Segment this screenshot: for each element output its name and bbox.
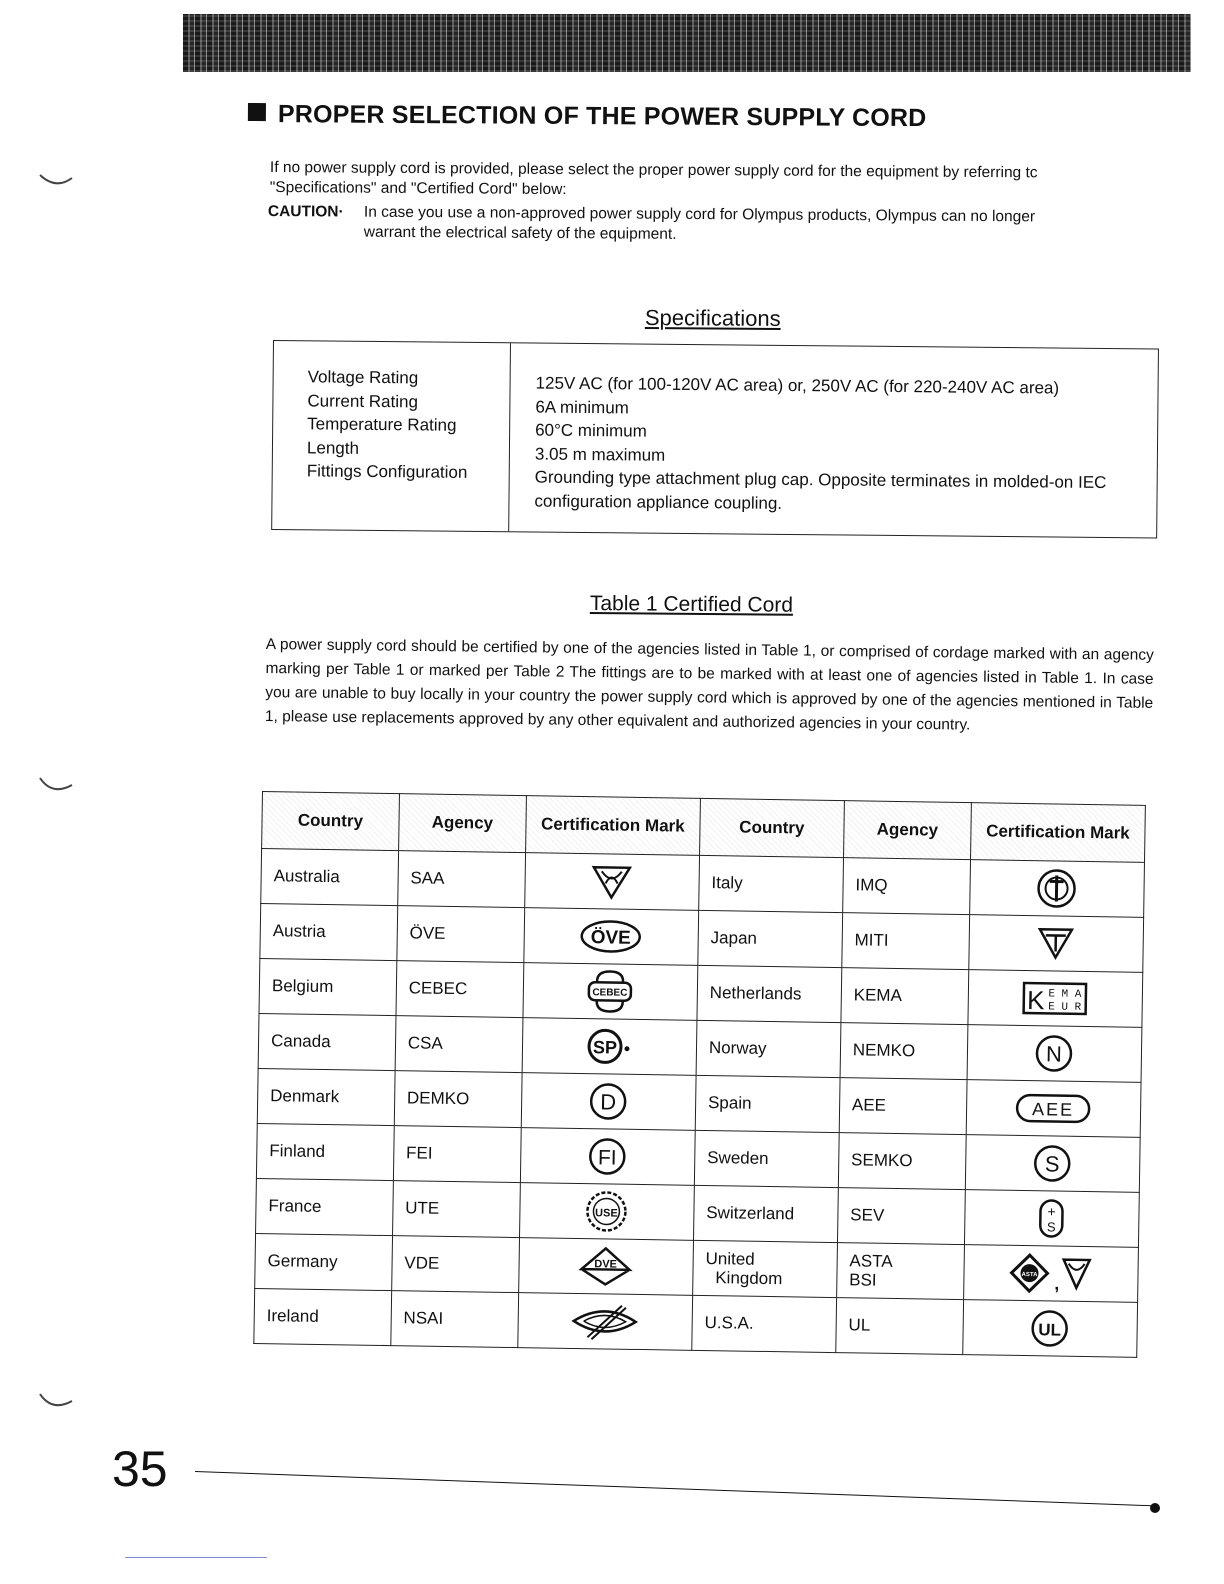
country-line: United — [705, 1249, 755, 1269]
svg-text:+: + — [1047, 1203, 1057, 1220]
specifications-heading: Specifications — [644, 305, 781, 331]
footer-underline — [125, 1557, 267, 1558]
vde-mark-icon — [579, 1245, 634, 1288]
spec-value: 125V AC (for 100-120V AC area) or, 250V AC (for 220-240V AC area) — [535, 373, 1060, 398]
svg-text:,: , — [1054, 1273, 1061, 1294]
svg-text:FI: FI — [598, 1146, 618, 1170]
footer-rule — [195, 1471, 1154, 1506]
agency-cell: NSAI — [391, 1291, 519, 1348]
header-country: Country — [699, 798, 844, 857]
spec-label: Length — [306, 437, 360, 458]
country-cell: U.S.A. — [692, 1295, 837, 1352]
spec-divider — [508, 343, 511, 531]
mark-cell — [520, 1128, 695, 1186]
agency-cell: UL — [836, 1298, 964, 1355]
agency-cell: SEV — [837, 1188, 965, 1245]
mark-cell — [968, 970, 1143, 1028]
agency-cell: FEI — [393, 1126, 521, 1183]
spec-labels — [307, 365, 469, 484]
agency-cell: SEMKO — [838, 1133, 966, 1190]
country-cell: Italy — [699, 855, 844, 912]
country-cell: Ireland — [254, 1288, 392, 1345]
semko-mark-icon — [1032, 1143, 1073, 1184]
header-country: Country — [262, 792, 400, 851]
agency-line: BSI — [849, 1270, 877, 1290]
agency-cell — [836, 1243, 964, 1300]
mark-cell — [967, 1025, 1142, 1083]
country-cell: Belgium — [259, 958, 397, 1015]
mark-cell — [966, 1080, 1141, 1138]
country-cell: Germany — [255, 1233, 393, 1290]
spec-label: Current Rating — [307, 390, 419, 411]
country-cell: Switzerland — [693, 1185, 838, 1242]
agency-cell: AEE — [839, 1078, 967, 1135]
agency-cell: UTE — [392, 1181, 520, 1238]
agency-cell: IMQ — [842, 858, 970, 915]
specifications-table — [271, 340, 1159, 538]
intro-line: If no power supply cord is provided, please select the proper power supply cord for the equipment by referring tc — [269, 158, 1038, 182]
margin-mark — [38, 1392, 74, 1408]
mark-cell — [523, 963, 698, 1021]
agency-cell: CEBEC — [396, 961, 524, 1018]
table1-heading: Table 1 Certified Cord — [589, 592, 794, 617]
svg-text:CEBEC: CEBEC — [592, 987, 628, 999]
mark-cell — [969, 915, 1144, 973]
svg-text:UL: UL — [1038, 1320, 1062, 1340]
svg-text:AEE: AEE — [1032, 1099, 1075, 1120]
svg-text:T: T — [1055, 947, 1057, 949]
ove-mark-icon — [579, 918, 644, 955]
ute-mark-icon — [582, 1189, 631, 1234]
mark-cell — [963, 1300, 1138, 1358]
spec-values — [534, 372, 1145, 519]
agency-cell: MITI — [842, 913, 970, 970]
svg-text:DVE: DVE — [594, 1258, 618, 1271]
fei-mark-icon — [586, 1136, 629, 1177]
mark-cell — [525, 853, 700, 911]
country-cell: Sweden — [694, 1130, 839, 1187]
nsai-mark-icon — [570, 1299, 641, 1344]
country-cell: Japan — [698, 910, 843, 967]
svg-text:E U R: E U R — [1048, 1001, 1082, 1014]
aee-mark-icon — [1015, 1092, 1091, 1125]
country-cell: Denmark — [257, 1068, 395, 1125]
header-agency: Agency — [843, 801, 971, 860]
footer-dot — [1150, 1503, 1160, 1513]
country-cell: France — [256, 1178, 394, 1235]
saa-mark-icon — [590, 861, 635, 902]
table1-paragraph: A power supply cord should be certified by one of the agencies listed in Table 1, or comprised of cordage marked with an agency marking per Table 1 or marked per Table 2 The fittings are to be marked with at least one of agencies listed in Table 1. In case you are unable to buy locally in your country the power supply cord which is approved by one of the agencies mentioned in Table 1, please use replacements approved by any other equivalent and authorized agencies in your country. — [264, 635, 1154, 734]
miti-mark-icon — [1036, 925, 1077, 962]
spec-label: Temperature Rating — [307, 414, 457, 435]
svg-text:D: D — [600, 1089, 617, 1115]
country-cell: Spain — [695, 1075, 840, 1132]
svg-text:S: S — [1045, 1151, 1061, 1177]
mark-cell — [970, 860, 1145, 918]
demko-mark-icon — [588, 1081, 629, 1122]
mark-cell — [518, 1293, 693, 1351]
svg-text:SP: SP — [593, 1037, 618, 1058]
country-cell: Finland — [256, 1123, 394, 1180]
spec-value: 3.05 m maximum — [534, 444, 666, 465]
country-cell: Canada — [258, 1013, 396, 1070]
imq-mark-icon — [1036, 867, 1079, 910]
header-agency: Agency — [398, 794, 526, 853]
svg-text:USE: USE — [595, 1207, 619, 1220]
margin-mark — [38, 776, 74, 792]
country-cell: Norway — [696, 1020, 841, 1077]
caution-label: CAUTION· — [267, 202, 344, 221]
country-cell — [693, 1240, 838, 1297]
agency-cell: CSA — [395, 1016, 523, 1073]
agency-cell: ÖVE — [397, 906, 525, 963]
mark-cell — [519, 1238, 694, 1296]
mark-cell — [519, 1183, 694, 1241]
ul-mark-icon — [1030, 1308, 1071, 1349]
caution-line: In case you use a non-approved power supply cord for Olympus products, Olympus can no longer — [363, 203, 1036, 226]
svg-text:K: K — [1027, 985, 1046, 1016]
agency-cell: VDE — [391, 1236, 519, 1293]
country-cell: Austria — [260, 903, 398, 960]
country-line: Kingdom — [715, 1268, 783, 1289]
country-cell: Australia — [261, 849, 399, 906]
spec-label: Fittings Configuration — [306, 461, 468, 482]
agency-cell: NEMKO — [840, 1023, 968, 1080]
svg-text:ÖVE: ÖVE — [590, 927, 632, 949]
certified-cord-table — [253, 791, 1146, 1358]
caution-note — [268, 202, 1198, 248]
kema-mark-icon — [1022, 980, 1089, 1017]
cebec-mark-icon — [585, 967, 636, 1016]
agency-cell: KEMA — [841, 968, 969, 1025]
svg-text:S: S — [1047, 1219, 1057, 1235]
mark-cell — [521, 1073, 696, 1131]
section-title — [248, 100, 927, 133]
bullet-square-icon — [248, 103, 266, 121]
spec-value: Grounding type attachment plug cap. Opposite terminates in molded-on IEC configuration appliance coupling. — [534, 467, 1107, 513]
caution-line: warrant the electrical safety of the equipment. — [363, 223, 677, 243]
intro-line: "Specifications" and "Certified Cord" below: — [269, 178, 567, 199]
mark-cell — [964, 1245, 1139, 1303]
nemko-mark-icon — [1034, 1033, 1075, 1074]
header-certification-mark: Certification Mark — [970, 803, 1145, 863]
spec-value: 60°C minimum — [535, 420, 647, 441]
margin-mark — [38, 172, 74, 188]
agency-line: ASTA — [849, 1251, 893, 1271]
spec-label: Voltage Rating — [307, 367, 419, 388]
page-number: 35 — [112, 1441, 168, 1497]
intro-paragraph — [270, 158, 1200, 204]
mark-cell — [965, 1135, 1140, 1193]
csa-mark-icon — [586, 1026, 633, 1067]
agency-cell: SAA — [397, 851, 525, 908]
mark-cell — [964, 1190, 1139, 1248]
svg-text:ASTA: ASTA — [1021, 1271, 1038, 1279]
section-title-text: PROPER SELECTION OF THE POWER SUPPLY CORD — [277, 100, 927, 133]
sev-mark-icon — [1037, 1197, 1068, 1239]
country-cell: Netherlands — [697, 965, 842, 1022]
header-certification-mark: Certification Mark — [525, 796, 700, 856]
svg-text:N: N — [1046, 1041, 1063, 1067]
agency-cell: DEMKO — [394, 1071, 522, 1128]
spec-value: 6A minimum — [535, 397, 629, 417]
svg-text:E M A: E M A — [1048, 988, 1082, 1001]
header-band — [183, 14, 1191, 72]
mark-cell — [522, 1018, 697, 1076]
asta-bsi-mark-icon — [1008, 1251, 1095, 1296]
mark-cell — [524, 908, 699, 966]
